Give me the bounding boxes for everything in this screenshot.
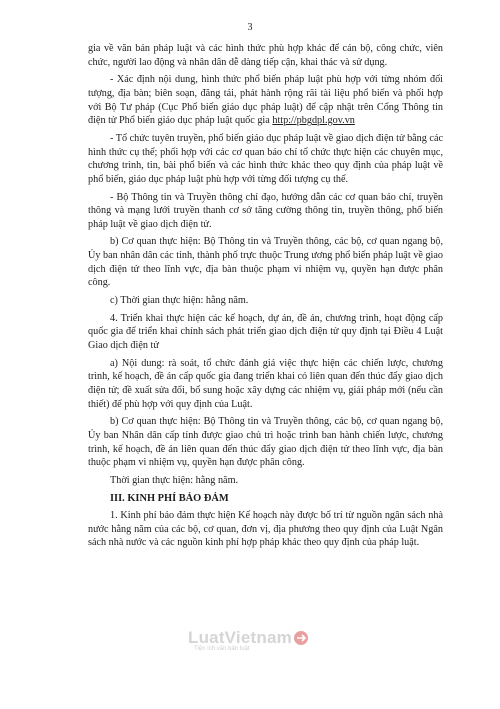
arrow-icon [292,630,312,651]
paragraph-continuation: gia về văn bản pháp luật và các hình thức phù hợp khác để cán bộ, công chức, viên chức, người lao động và nhân dân dễ dàng tiếp cận, khai thác và sử dụng. [88,43,443,68]
paragraph-propaganda: - Tổ chức tuyên truyền, phổ biến giáo dục pháp luật về giao dịch điện tử bằng các hình thức cụ thể; phối hợp với các cơ quan báo chí tổ chức thực hiện các chuyên mục, chương trình, tin, bài phổ biến và các hình thức khác theo quy định của pháp luật về phổ biến, giáo dục pháp luật phù hợp với từng đối tượng cụ thể. [88,132,443,185]
document-body [88,42,443,554]
paragraph-content-format [88,73,443,127]
paragraph-content-a: a) Nội dung: rà soát, tổ chức đánh giá việc thực hiện các chiến lược, chương trình, kế hoạch, đề án cấp quốc gia đang triển khai có liên quan đến thúc đẩy giao dịch điện tử; đề xuất sửa đổi, bổ sung hoặc xây dựng các nhiệm vụ, giải pháp mới (nếu cần thiết) để phù hợp với quy định của Luật. [88,357,443,410]
paragraph-agency-b2: b) Cơ quan thực hiện: Bộ Thông tin và Truyền thông, các bộ, cơ quan ngang bộ, Ủy ban Nhân dân cấp tỉnh được giao chủ trì hoặc trình ban hành chiến lược, chương trình, kế hoạch, đề án liên quan đến thúc đẩy giao dịch điện tử theo lĩnh vực, địa bàn thuộc phạm vi nhiệm vụ, quyền hạn được phân công. [88,416,443,469]
watermark-logo-tagline: Tiện ích văn bản luật [194,646,250,652]
paragraph-ministry-direction: - Bộ Thông tin và Truyền thông chỉ đạo, hướng dẫn các cơ quan báo chí, truyền thông và mạng lưới truyền thanh cơ sở tăng cường thông tin, truyền thông, phổ biến pháp luật về giao dịch điện tử. [88,191,443,230]
page-number: 3 [247,22,253,33]
watermark-logo-name: LuatVietnam [188,628,292,647]
paragraph-content-format-text: - Xác định nội dung, hình thức phổ biến pháp luật phù hợp với từng nhóm đối tượng, địa bàn; biên soạn, đăng tải, phát hành rộng rãi tài liệu phổ biến và phối hợp với Bộ Tư pháp (Cục Phổ biến giáo dục pháp luật) để cập nhật trên Cổng Thông tin điện tử Phổ biến giáo dục pháp luật quốc gia [88,74,443,127]
paragraph-time-c: c) Thời gian thực hiện: hằng năm. [110,295,249,307]
paragraph-item-4: 4. Triển khai thực hiện các kế hoạch, dự án, đề án, chương trình, hoạt động cấp quốc gia để triển khai chính sách phát triển giao dịch điện tử quy định tại Điều 4 Luật Giao dịch điện tử [88,312,443,351]
section-heading: III. KINH PHÍ BẢO ĐẢM [110,492,229,504]
portal-link[interactable]: http://pbgdpl.gov.vn [272,115,355,127]
paragraph-agency-b: b) Cơ quan thực hiện: Bộ Thông tin và Truyền thông, các bộ, cơ quan ngang bộ, Ủy ban nhân dân các tỉnh, thành phố trực thuộc Trung ương phổ biến pháp luật về giao dịch điện tử theo lĩnh vực, địa bàn thuộc phạm vi nhiệm vụ, quyền hạn được phân công. [88,236,443,289]
watermark-logo [188,628,318,658]
paragraph-time: Thời gian thực hiện: hằng năm. [110,474,239,486]
paragraph-funding: 1. Kinh phí bảo đảm thực hiện Kế hoạch này được bố trí từ nguồn ngân sách nhà nước hằng năm của các bộ, cơ quan, đơn vị, địa phương theo quy định của Luật Ngân sách nhà nước và các nguồn kinh phí hợp pháp khác theo quy định của pháp luật. [88,510,443,549]
